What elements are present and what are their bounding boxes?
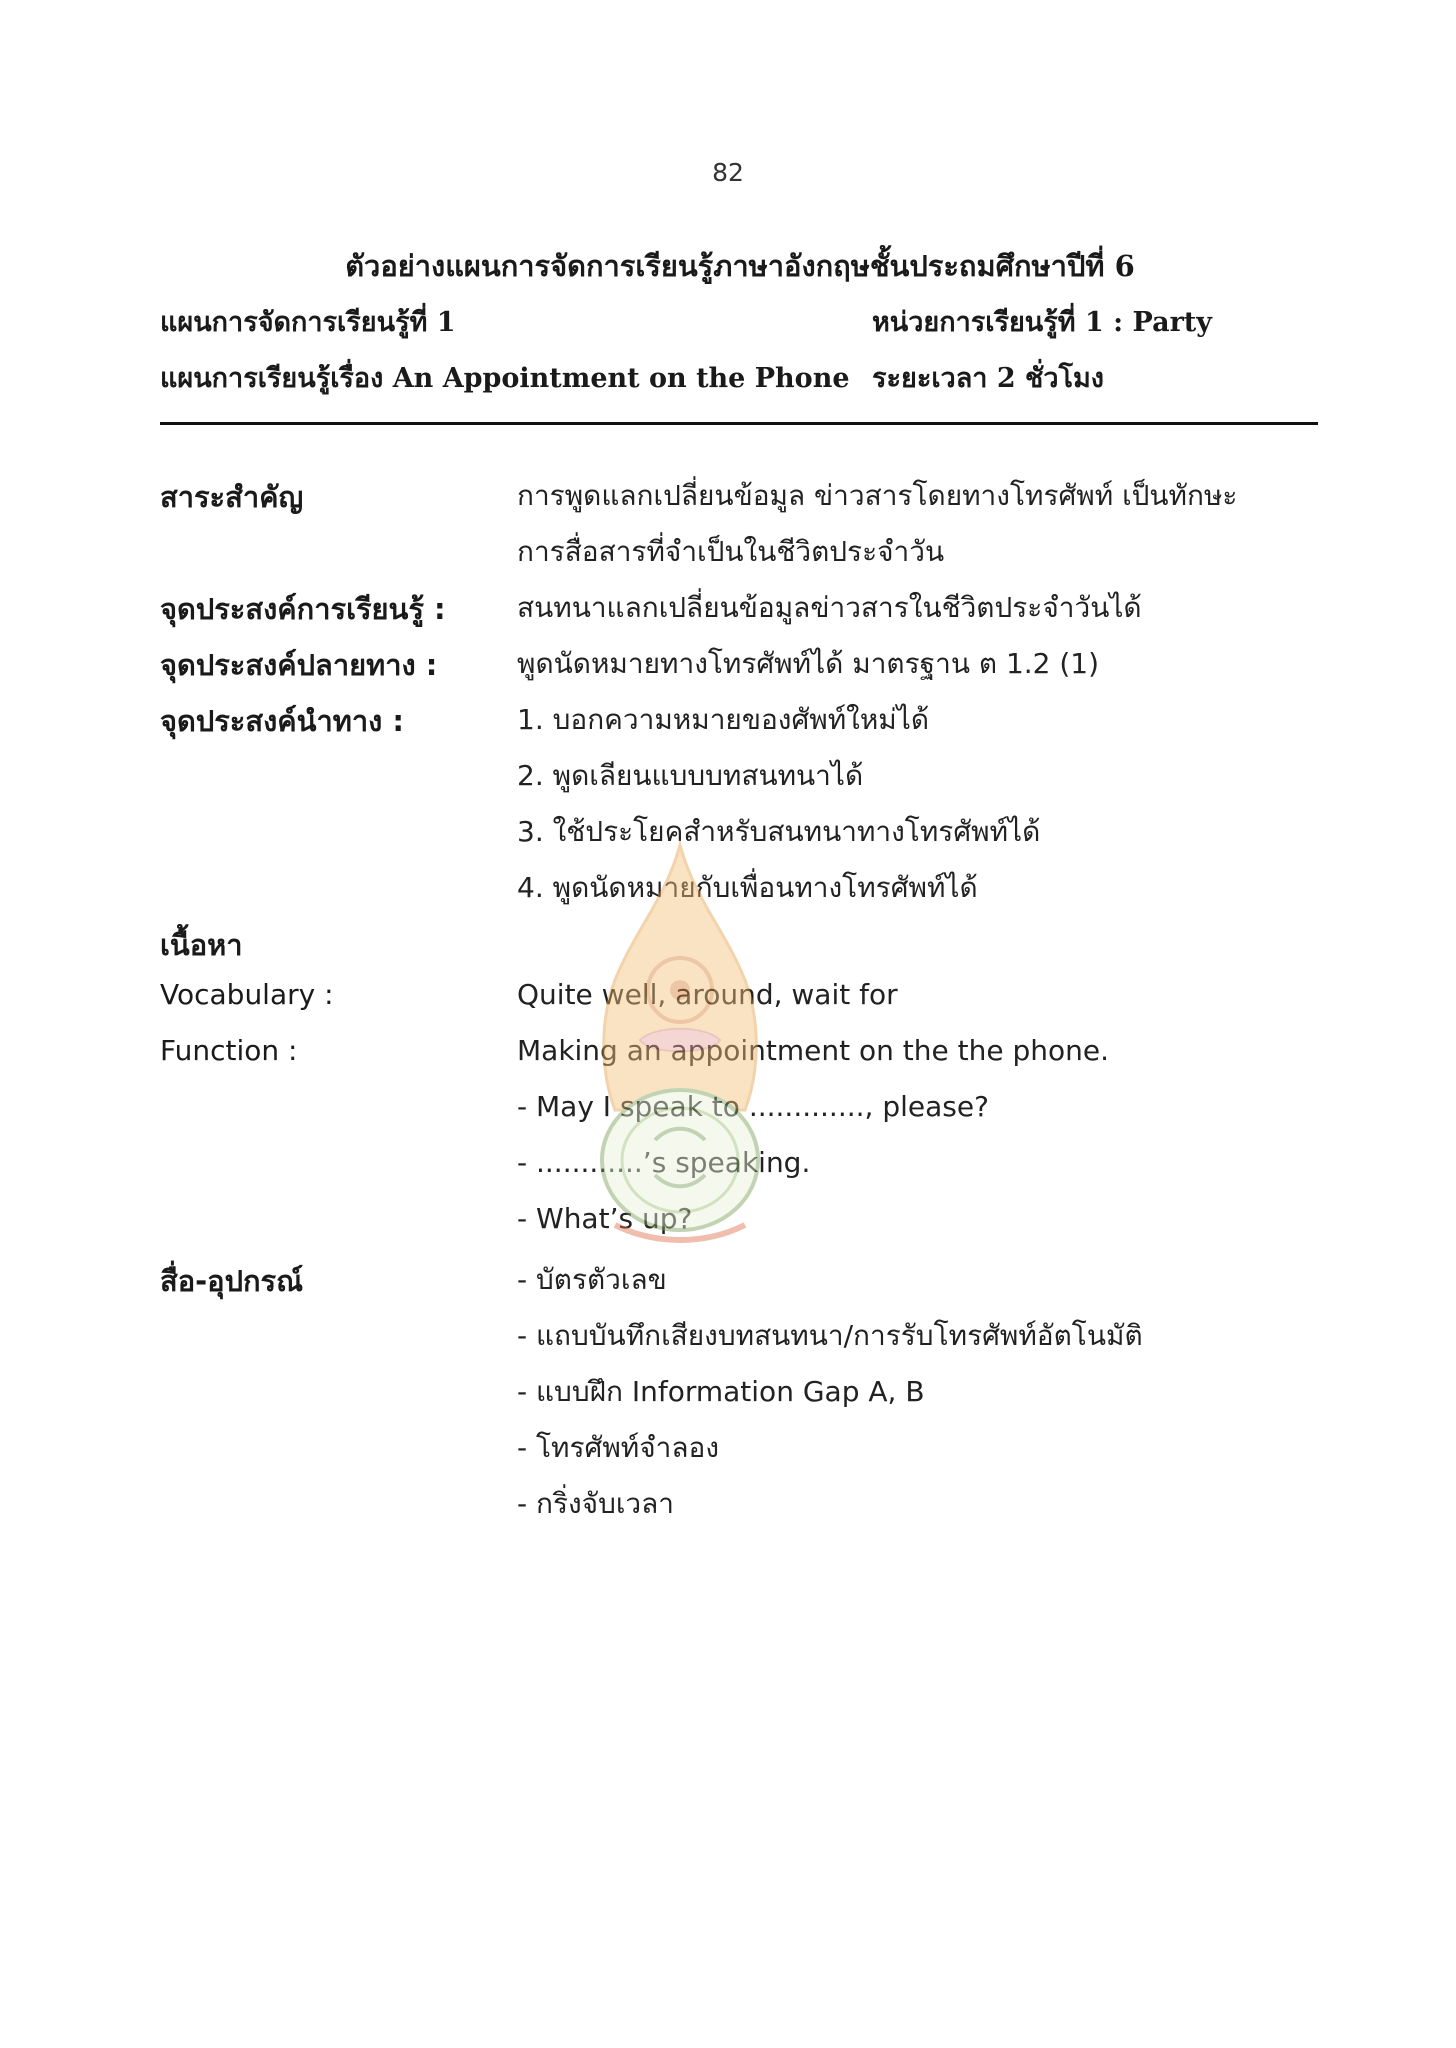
enabling-objective-label: จุดประสงค์นำทาง : bbox=[160, 704, 405, 738]
plan-topic: แผนการเรียนรู้เรื่อง An Appointment on the Phone bbox=[160, 363, 850, 394]
content-label: เนื้อหา bbox=[160, 928, 243, 962]
unit-number: หน่วยการเรียนรู้ที่ 1 : Party bbox=[872, 307, 1212, 338]
enabling-objective-item: 2. พูดเลียนแบบบทสนทนาได้ bbox=[517, 759, 864, 792]
terminal-objective-value: พูดนัดหมายทางโทรศัพท์ได้ มาตรฐาน ต 1.2 (1) bbox=[517, 647, 1100, 680]
vocabulary-label: Vocabulary : bbox=[160, 978, 334, 1011]
plan-duration: ระยะเวลา 2 ชั่วโมง bbox=[872, 363, 1104, 394]
enabling-objective-item: 4. พูดนัดหมายกับเพื่อนทางโทรศัพท์ได้ bbox=[517, 871, 978, 904]
learning-objective-label: จุดประสงค์การเรียนรู้ : bbox=[160, 592, 446, 626]
learning-objective-value: สนทนาแลกเปลี่ยนข้อมูลข่าวสารในชีวิตประจำวันได้ bbox=[517, 591, 1142, 624]
materials-item: - บัตรตัวเลข bbox=[517, 1263, 667, 1296]
materials-label: สื่อ-อุปกรณ์ bbox=[160, 1264, 304, 1298]
key-concept-label: สาระสำคัญ bbox=[160, 480, 304, 514]
header-divider bbox=[160, 422, 1318, 425]
key-concept-line-1: การพูดแลกเปลี่ยนข้อมูล ข่าวสารโดยทางโทรศัพท์ เป็นทักษะ bbox=[517, 479, 1238, 512]
enabling-objective-item: 1. บอกความหมายของศัพท์ใหม่ได้ bbox=[517, 703, 930, 736]
page-title: ตัวอย่างแผนการจัดการเรียนรู้ภาษาอังกฤษชั้นประถมศึกษาปีที่ 6 bbox=[345, 249, 1135, 283]
terminal-objective-label: จุดประสงค์ปลายทาง : bbox=[160, 648, 438, 682]
materials-item: - แถบบันทึกเสียงบทสนทนา/การรับโทรศัพท์อัตโนมัติ bbox=[517, 1319, 1143, 1352]
function-label: Function : bbox=[160, 1034, 298, 1067]
materials-item: - กริ่งจับเวลา bbox=[517, 1487, 675, 1520]
page-number: 82 bbox=[712, 158, 744, 187]
materials-item: - แบบฝึก Information Gap A, B bbox=[517, 1375, 925, 1408]
plan-number: แผนการจัดการเรียนรู้ที่ 1 bbox=[160, 307, 456, 338]
enabling-objective-item: 3. ใช้ประโยคสำหรับสนทนาทางโทรศัพท์ได้ bbox=[517, 815, 1041, 848]
vocabulary-value: Quite well, around, wait for bbox=[517, 978, 898, 1011]
function-value: Making an appointment on the the phone. bbox=[517, 1034, 1110, 1067]
key-concept-line-2: การสื่อสารที่จำเป็นในชีวิตประจำวัน bbox=[517, 535, 945, 568]
function-item: - What’s up? bbox=[517, 1202, 693, 1235]
function-item: - ............’s speaking. bbox=[517, 1146, 811, 1179]
function-item: - May I speak to ............., please? bbox=[517, 1090, 989, 1123]
materials-item: - โทรศัพท์จำลอง bbox=[517, 1431, 720, 1464]
